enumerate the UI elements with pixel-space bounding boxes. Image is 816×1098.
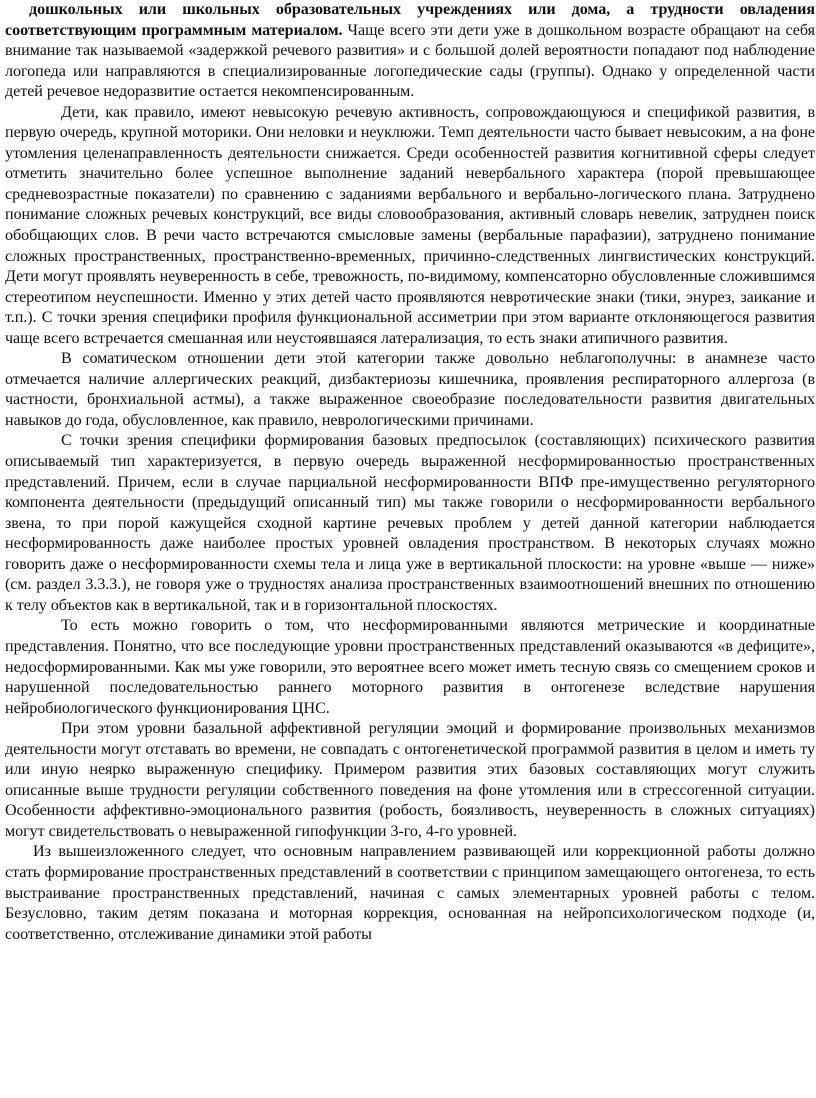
document-page [5,0,815,945]
paragraph-6: При этом уровни базальной аффективной регуляции эмоций и формирование произвольных механизмов деятельности могут отставать во времени, не совпадать с онтогенетической программой развития в целом и иметь ту или иную неярко выраженную специфику. Примером развития этих базовых составляющих могут служить описанные выше трудности регуляции собственного поведения на фоне утомления или в стрессогенной ситуации. Особенности аффективно-эмоционального развития (робость, боязливость, неуверенность в сложных ситуациях) могут свидетельствовать о невыраженной гипофункции 3-го, 4-го уровней. [5,720,815,840]
paragraph-3: В соматическом отношении дети этой категории также довольно неблагополучны: в анамнезе часто отмечается наличие аллергических реакций, дизбактериозы кишечника, проявления респираторного аллергоза (в частности, бронхиальной астмы), а также выраженное своеобразие последовательности развития двигательных навыков до года, обусловленное, как правило, неврологическими причинами. [5,350,815,429]
paragraph-1 [5,0,815,103]
paragraph-1-text: Чаще всего эти дети уже в дошкольном возрасте обращают на себя внимание так называемой «задержкой речевого развития» и с большой долей вероятности попадают под наблюдение логопеда или направляются в специализированные логопедические сады (группы). Однако у определенной части детей речевое недоразвитие остается некомпенсированным. [5,21,815,101]
paragraph-1-bold-lead: дошкольных или школьных образовательных учреждениях или дома, а трудности овладения соответствующим программным материалом. [5,1,815,39]
paragraph-2: Дети, как правило, имеют невысокую речевую активность, сопровождающуюся и спецификой развития, в первую очередь, крупной моторики. Они неловки и неуклюжи. Темп деятельности часто бывает невысоким, а на фоне утомления целенаправленность деятельности снижается. Среди особенностей развития когнитивной сферы следует отметить значительно более успешное выполнение заданий невербального характера (порой превышающее средневозрастные показатели) по сравнению с заданиями вербального и вербально-логического плана. Затруднено понимание сложных речевых конструкций, все виды словообразования, активный словарь невелик, затруднен поиск обобщающих слов. В речи часто встречаются смысловые замены (вербальные парафазии), затруднено понимание сложных пространственных, пространственно-временных, причинно-следственных лингвистических конструкций. Дети могут проявлять неуверенность в себе, тревожность, по-видимому, компенсаторно обусловленные сложившимся стереотипом неуспешности. Именно у этих детей часто проявляются невротические знаки (тики, энурез, заикание и т.п.). С точки зрения специфики профиля функциональной ассиметрии при этом варианте отклоняющегося развития чаще всего встречается смешанная или неустоявшаяся латерализация, то есть знаки атипичного развития. [5,103,815,347]
paragraph-4: С точки зрения специфики формирования базовых предпосылок (составляющих) психического развития описываемый тип характеризуется, в первую очередь выраженной несформированностью пространственных представлений. Причем, если в случае парциальной несформированности ВПФ пре-имущественно регуляторного компонента деятельности (предыдущий описанный тип) мы также говорили о несформированности вербального звена, то при порой кажущейся сходной картине речевых проблем у детей данной категории наблюдается несформированность даже наиболее простых уровней овладения пространством. В некоторых случаях можно говорить даже о несформированности схемы тела и лица уже в вертикальной плоскости: на уровне «выше — ниже» (см. раздел 3.3.3.), не говоря уже о трудностях анализа пространственных взаимоотношений внешних по отношению к телу объектов как в вертикальной, так и в горизонтальной плоскостях. [5,432,815,614]
paragraph-7: Из вышеизложенного следует, что основным направлением развивающей или коррекционной работы должно стать формирование пространственных представлений в соответствии с принципом замещающего онтогенеза, то есть выстраивание пространственных представлений, начиная с самых элементарных уровней работы с телом. Безусловно, таким детям показана и моторная коррекция, основанная на нейропсихологическом подходе (и, соответственно, отслеживание динамики этой работы [5,843,815,943]
paragraph-5: То есть можно говорить о том, что несформированными являются метрические и координатные представления. Понятно, что все последующие уровни пространственных представлений оказываются «в дефиците», недосформированными. Как мы уже говорили, это вероятнее всего может иметь тесную связь со смещением сроков и нарушенной последовательностью раннего моторного развития в онтогенезе вследствие нарушения нейробиологического функционирования ЦНС. [5,617,815,717]
